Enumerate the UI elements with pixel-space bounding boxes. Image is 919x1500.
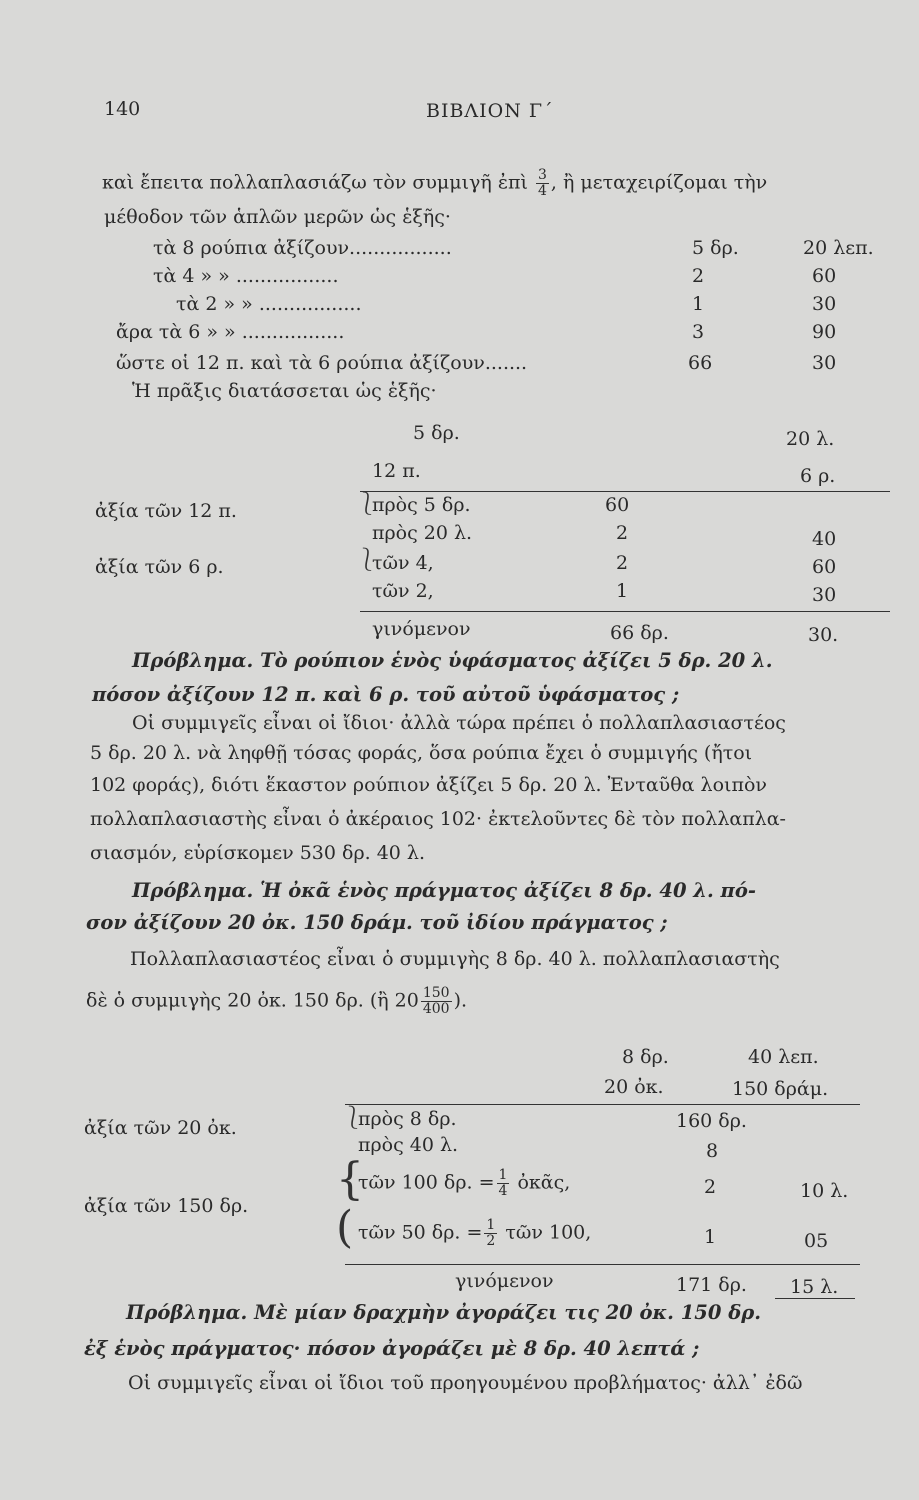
calc1-row-c1: 60	[605, 494, 630, 516]
problem2-body-line: Πολλαπλασιαστέος εἶναι ὁ συμμιγὴς 8 δρ. 40 λ. πολλαπλασιαστὴς	[130, 948, 780, 970]
intro-text: καὶ ἔπειτα πολλαπλασιάζω τὸν συμμιγῆ ἐπὶ	[102, 171, 528, 194]
calc1-row-desc: τῶν 2,	[372, 580, 434, 602]
calc1-result-c2: 30.	[808, 624, 839, 646]
problem3-title: Πρόβλημα.	[126, 1301, 248, 1324]
problem2-title: Πρόβλημα.	[132, 879, 254, 902]
parts-row-dr: 66	[688, 352, 713, 374]
parts-row-lep: 20 λεπ.	[803, 237, 874, 259]
calc2-result-label: γινόμενον	[455, 1270, 554, 1292]
calc2-row-desc: πρὸς 40 λ.	[358, 1134, 459, 1156]
fraction-denominator: 400	[422, 1001, 450, 1017]
calc1-row-c2: 30	[812, 584, 837, 606]
problem2-statement	[132, 880, 756, 902]
calc2-row-c1: 2	[704, 1176, 717, 1198]
calc1-head-lep: 20 λ.	[786, 428, 835, 450]
problem2-body-line	[86, 986, 467, 1017]
problem1-statement	[132, 650, 773, 672]
problem1-body-line: Οἱ συμμιγεῖς εἶναι οἱ ἴδιοι· ἀλλὰ τώρα πρέπει ὁ πολλαπλασιαστέος	[132, 712, 786, 734]
calc2-row-c1: 8	[706, 1140, 719, 1162]
fraction	[484, 1218, 497, 1249]
problem2-body-text: δὲ ὁ συμμιγὴς 20 ὀκ. 150 δρ. (ἢ 20	[86, 989, 419, 1012]
problem1-body-line: 102 φοράς), διότι ἕκαστον ρούπιον ἀξίζει 5 δρ. 20 λ. Ἐνταῦθα λοιπὸν	[90, 774, 767, 796]
parts-row-label: τὰ 4 » » .................	[153, 265, 339, 287]
calc2-row-desc	[358, 1218, 591, 1249]
calc1-result-c1: 66 δρ.	[610, 622, 669, 644]
calc2-head-dram: 150 δράμ.	[732, 1078, 829, 1100]
fraction-numerator: 3	[538, 167, 547, 183]
fraction	[497, 1168, 510, 1199]
fraction-numerator: 150	[422, 985, 450, 1001]
parts-row-dr: 3	[692, 321, 705, 343]
problem1-body-line: πολλαπλασιαστὴς εἶναι ὁ ἀκέραιος 102· ἐκτελοῦντες δὲ τὸν πολλαπλα-	[90, 808, 786, 830]
parts-row-lep: 30	[812, 352, 837, 374]
calc2-row-text: τῶν 100 δρ. =	[358, 1171, 495, 1194]
parts-row-dr: 1	[692, 293, 705, 315]
calc2-label-a: ἀξία τῶν 20 ὀκ.	[84, 1117, 237, 1139]
problem1-body-line: σιασμόν, εὑρίσκομεν 530 δρ. 40 λ.	[90, 842, 426, 864]
calc2-brace-large: {	[336, 1154, 364, 1205]
problem3-statement	[126, 1302, 761, 1324]
calc2-row-text-end: τῶν 100,	[505, 1221, 592, 1244]
parts-row-lep: 60	[812, 265, 837, 287]
fraction-denominator: 2	[486, 1233, 496, 1249]
calc1-label-b: ἀξία τῶν 6 ρ.	[95, 556, 224, 578]
calc2-row-text: τῶν 50 δρ. =	[358, 1221, 483, 1244]
calc1-head-dr: 5 δρ.	[413, 422, 460, 444]
fraction-numerator: 1	[486, 1217, 496, 1233]
intro-line-1	[102, 168, 767, 199]
fraction	[421, 986, 452, 1017]
calc1-brace: ⎱	[356, 492, 379, 517]
problem3-statement-cont: ἐξ ἑνὸς πράγματος· πόσον ἀγοράζει μὲ 8 δρ. 40 λεπτά ;	[84, 1337, 700, 1360]
calc1-row-c2: 40	[812, 528, 837, 550]
problem1-body-line: 5 δρ. 20 λ. νὰ ληφθῇ τόσας φοράς, ὅσα ρούπια ἔχει ὁ συμμιγής (ἤτοι	[90, 742, 753, 764]
fraction-denominator: 4	[498, 1183, 508, 1199]
fraction-denominator: 4	[538, 183, 547, 199]
problem2-text: Ἡ ὀκᾶ ἑνὸς πράγματος ἀξίζει 8 δρ. 40 λ. πό-	[260, 879, 756, 902]
problem1-text: Τὸ ρούπιον ἑνὸς ὑφάσματος ἀξίζει 5 δρ. 20 λ.	[260, 649, 773, 672]
calc1-result-label: γινόμενον	[372, 618, 471, 640]
intro-line-2: μέθοδον τῶν ἁπλῶν μερῶν ὡς ἑξῆς·	[104, 206, 451, 228]
parts-row-dr: 5 δρ.	[692, 237, 739, 259]
problem1-title: Πρόβλημα.	[132, 649, 254, 672]
calc1-row-desc: πρὸς 20 λ.	[372, 522, 473, 544]
parts-row-label: τὰ 2 » » .................	[176, 293, 362, 315]
calc1-bottom-rule	[360, 611, 890, 612]
fraction-numerator: 1	[498, 1167, 508, 1183]
calc1-head-pikhes: 12 π.	[372, 460, 421, 482]
problem3-text: Μὲ μίαν δραχμὴν ἀγοράζει τις 20 ὀκ. 150 δρ.	[254, 1301, 761, 1324]
calc2-brace-large: (	[336, 1202, 354, 1253]
intro-text-end: , ἢ μεταχειρίζομαι τὴν	[550, 171, 768, 194]
calc1-row-c1: 2	[616, 552, 629, 574]
parts-row-label: ὥστε οἱ 12 π. καὶ τὰ 6 ρούπια ἀξίζουν.......	[116, 352, 528, 374]
problem2-statement-cont: σον ἀξίζουν 20 ὀκ. 150 δράμ. τοῦ ἰδίου πράγματος ;	[86, 911, 668, 934]
calc2-row-c1: 1	[704, 1226, 717, 1248]
calc2-row-c2: 05	[804, 1230, 829, 1252]
calc1-row-desc: πρὸς 5 δρ.	[372, 494, 471, 516]
calc2-bottom-rule	[345, 1264, 860, 1265]
running-head: ΒΙΒΛΙΟΝ Γ΄	[426, 100, 554, 122]
fraction	[536, 168, 549, 199]
parts-row-dr: 2	[692, 265, 705, 287]
calc2-row-c2: 10 λ.	[800, 1180, 849, 1202]
calc2-row-desc	[358, 1168, 570, 1199]
calc1-brace: ⎱	[356, 548, 379, 573]
calc1-row-c2: 60	[812, 556, 837, 578]
calc1-head-roupia: 6 ρ.	[800, 465, 836, 487]
calc2-result-c2: 15 λ.	[790, 1276, 839, 1298]
calc1-row-desc: τῶν 4,	[372, 552, 434, 574]
problem1-statement-cont: πόσον ἀξίζουν 12 π. καὶ 6 ρ. τοῦ αὐτοῦ ὑφάσματος ;	[92, 683, 680, 706]
calc2-result-c1: 171 δρ.	[676, 1274, 747, 1296]
calc1-top-rule	[360, 491, 890, 492]
calc2-row-c1: 160 δρ.	[676, 1110, 747, 1132]
calc2-label-b: ἀξία τῶν 150 δρ.	[84, 1195, 249, 1217]
parts-row-label: ἄρα τὰ 6 » » .................	[116, 321, 345, 343]
calc2-row-desc: πρὸς 8 δρ.	[358, 1108, 457, 1130]
parts-row-lep: 90	[812, 321, 837, 343]
calc2-head-lep: 40 λεπ.	[748, 1046, 819, 1068]
calc2-top-rule	[345, 1104, 860, 1105]
parts-row-label: τὰ 8 ρούπια ἀξίζουν.................	[153, 237, 452, 259]
parts-row-lep: 30	[812, 293, 837, 315]
calc1-row-c1: 2	[616, 522, 629, 544]
calc1-row-c1: 1	[616, 580, 629, 602]
calc2-row-text-end: ὀκᾶς,	[517, 1171, 571, 1194]
calc1-label-a: ἀξία τῶν 12 π.	[95, 500, 237, 522]
page-number: 140	[104, 98, 141, 120]
calc2-head-dr: 8 δρ.	[622, 1046, 669, 1068]
arrangement-intro: Ἡ πρᾶξις διατάσσεται ὡς ἑξῆς·	[132, 380, 437, 402]
calc2-result-underline	[775, 1298, 855, 1299]
problem2-body-text-end: ).	[453, 989, 468, 1012]
calc2-head-okades: 20 ὀκ.	[604, 1076, 664, 1098]
problem3-body-line: Οἱ συμμιγεῖς εἶναι οἱ ἴδιοι τοῦ προηγουμένου προβλήματος· ἀλλ᾿ ἐδῶ	[128, 1372, 803, 1394]
calc2-brace: ⎱	[342, 1106, 365, 1131]
